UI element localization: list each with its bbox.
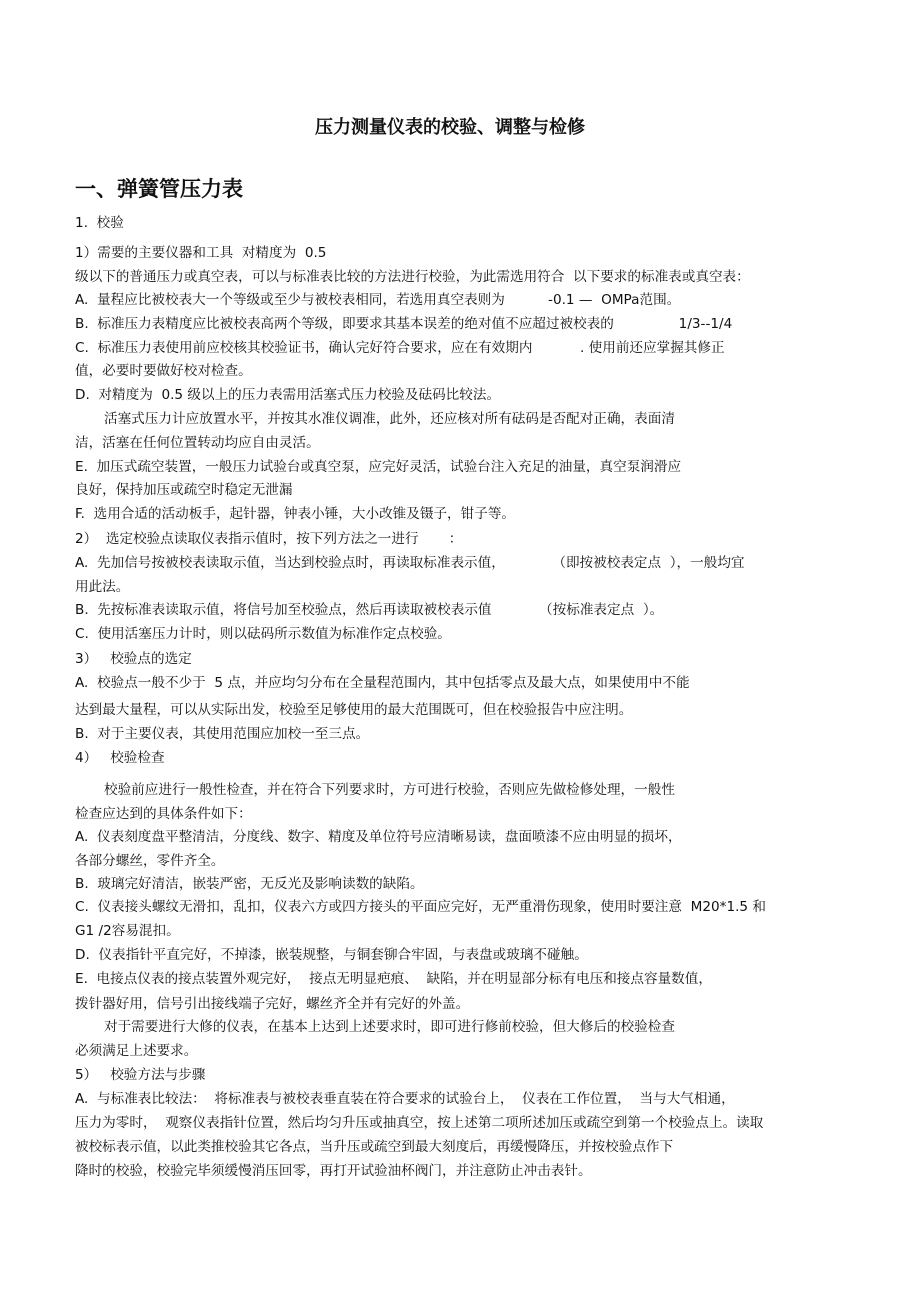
text-line: E. 电接点仪表的接点装置外观完好， 接点无明显疤痕、 缺陷，并在明显部分标有电压和接点容量数值， <box>75 971 712 987</box>
text-line: C. 仪表接头螺纹无滑扣，乱扣，仪表六方或四方接头的平面应完好，无严重滑伤现象，使用时要注意 M20*1.5 和 <box>75 899 766 915</box>
text-line: B. 标准压力表精度应比被校表高两个等级，即要求其基本误差的绝对值不应超过被校表的 1/3--1/4 <box>75 316 733 332</box>
text-line: C. 标准压力表使用前应校核其校验证书，确认完好符合要求，应在有效期内 . 使用前还应掌握其修正 <box>75 340 725 356</box>
text-line: 用此法。 <box>75 579 130 595</box>
text-line: B. 先按标准表读取示值，将信号加至校验点，然后再读取被校表示值 （按标准表定点 ）。 <box>75 602 664 618</box>
text-line: 4） 校验检查 <box>75 750 165 766</box>
text-line: 必须满足上述要求。 <box>75 1043 198 1059</box>
text-line: 值，必要时要做好校对检查。 <box>75 363 252 379</box>
text-line: G1 /2容易混扣。 <box>75 923 180 939</box>
text-line: A. 先加信号按被校表读取示值，当达到校验点时，再读取标准表示值， （即按被校表定点 ），一般均宜 <box>75 555 745 571</box>
text-line: 对于需要进行大修的仪表，在基本上达到上述要求时，即可进行修前校验，但大修后的校验检查 <box>104 1019 675 1035</box>
text-line: 检查应达到的具体条件如下： <box>75 806 252 822</box>
section-heading: 一、弹簧管压力表 <box>75 177 243 201</box>
text-line: 拨针器好用，信号引出接线端子完好，螺丝齐全并有完好的外盖。 <box>75 996 470 1012</box>
text-line: A. 仪表刻度盘平整清洁，分度线、数字、精度及单位符号应清晰易读，盘面喷漆不应由明显的损坏， <box>75 829 682 845</box>
text-line: 校验前应进行一般性检查，并在符合下列要求时，方可进行校验，否则应先做检修处理，一般性 <box>104 782 675 798</box>
text-line: D. 仪表指针平直完好，不掉漆，嵌装规整，与铜套铆合牢固，与表盘或玻璃不碰触。 <box>75 947 588 963</box>
text-line: 各部分螺丝，零件齐全。 <box>75 853 225 869</box>
text-line: F. 选用合适的活动板手，起针器，钟表小锤，大小改锥及镊子，钳子等。 <box>75 506 516 522</box>
text-line: A. 量程应比被校表大一个等级或至少与被校表相同，若选用真空表则为 -0.1 — OMPa范围。 <box>75 292 681 308</box>
text-line: C. 使用活塞压力计时，则以砝码所示数值为标准作定点校验。 <box>75 626 451 642</box>
text-line: 1. 校验 <box>75 215 124 231</box>
text-line: 降时的校验，校验完毕须缓慢消压回零，再打开试验油杯阀门，并注意防止冲击表针。 <box>75 1163 592 1179</box>
document-title: 压力测量仪表的校验、调整与检修 <box>315 117 585 138</box>
text-line: A. 与标准表比较法： 将标准表与被校表垂直装在符合要求的试验台上， 仪表在工作位置， 当与大气相通， <box>75 1091 735 1107</box>
text-line: 良好，保持加压或疏空时稳定无泄漏 <box>75 482 293 498</box>
text-line: B. 玻璃完好清洁，嵌装严密，无反光及影响读数的缺陷。 <box>75 876 424 892</box>
text-line: 级以下的普通压力或真空表，可以与标准表比较的方法进行校验，为此需选用符合 以下要求的标准表或真空表： <box>75 269 750 285</box>
text-line: 被校标表示值，以此类推校验其它各点，当升压或疏空到最大刻度后，再缓慢降压，并按校验点作下 <box>75 1139 674 1155</box>
text-line: 压力为零时， 观察仪表指针位置，然后均匀升压或抽真空，按上述第二项所述加压或疏空到第一个校验点上。读取 <box>75 1115 764 1131</box>
text-line: 洁，活塞在任何位置转动均应自由灵活。 <box>75 435 320 451</box>
text-line: A. 校验点一般不少于 5 点，并应均匀分布在全量程范围内，其中包括零点及最大点，如果使用中不能 <box>75 675 690 691</box>
text-line: 达到最大量程，可以从实际出发，校验至足够使用的最大范围既可，但在校验报告中应注明。 <box>75 702 633 718</box>
text-line: B. 对于主要仪表，其使用范围应加校一至三点。 <box>75 726 370 742</box>
text-line: 2） 选定校验点读取仪表指示值时，按下列方法之一进行 ： <box>75 531 463 547</box>
text-line: 活塞式压力计应放置水平，并按其水准仪调准，此外，还应核对所有砝码是否配对正确，表面清 <box>104 411 675 427</box>
text-line: 5） 校验方法与步骤 <box>75 1067 206 1083</box>
text-line: D. 对精度为 0.5 级以上的压力表需用活塞式压力校验及砝码比较法。 <box>75 387 501 403</box>
text-line: 3） 校验点的选定 <box>75 651 192 667</box>
text-line: E. 加压式疏空装置，一般压力试验台或真空泵，应完好灵活，试验台注入充足的油量，真空泵润滑应 <box>75 459 682 475</box>
text-line: 1）需要的主要仪器和工具 对精度为 0.5 <box>75 245 327 261</box>
